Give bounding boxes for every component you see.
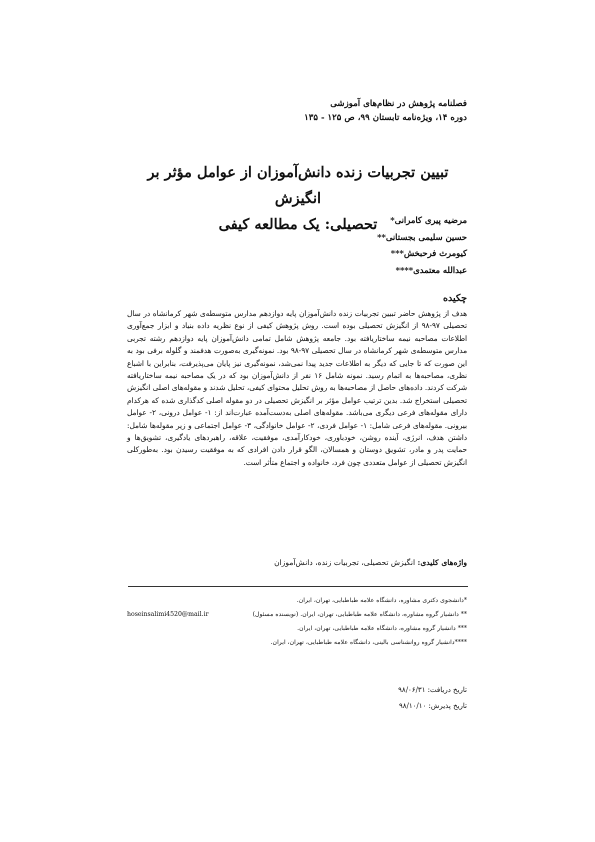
footnote-item <box>127 608 467 622</box>
author-list <box>127 212 467 278</box>
received-date: تاریخ دریافت: ۹۸/۰۶/۳۱ <box>398 686 467 694</box>
footnotes <box>127 594 467 650</box>
paper-title-line-1: تبیین تجربیات زنده دانش‌آموزان از عوامل مؤثر بر انگیزش <box>147 164 449 207</box>
footnote-text: *دانشجوی دکتری مشاوره، دانشگاه علامه طباطبایی، تهران، ایران. <box>296 597 467 604</box>
footnote-text: *** دانشیار گروه مشاوره، دانشگاه علامه طباطبایی، تهران، ایران. <box>297 625 467 632</box>
footnote-text: ****دانشیار گروه روانشناسی بالینی، دانشگاه علامه طباطبایی، تهران، ایران. <box>270 639 467 646</box>
accepted-date: تاریخ پذیرش: ۹۸/۱۰/۱۰ <box>399 702 467 710</box>
keywords <box>127 558 467 567</box>
footnote-item <box>127 594 467 608</box>
paper-title-line-2: تحصیلی: یک مطالعه کیفی <box>218 216 378 233</box>
footnote-item <box>127 636 467 650</box>
abstract-heading: چکیده <box>443 293 467 304</box>
journal-name: فصلنامه پژوهش در نظام‌های آموزشی <box>330 99 467 109</box>
footnote-text: ** دانشیار گروه مشاوره، دانشگاه علامه طباطبایی، تهران، ایران. (نویسنده مسئول) <box>252 611 467 618</box>
journal-header <box>127 97 467 125</box>
author-name: حسین سلیمی بجستانی** <box>377 231 467 242</box>
footnote-item <box>127 622 467 636</box>
author-name: کیومرث فرحبخش*** <box>390 248 467 259</box>
corresponding-email: hoseinsalimi4520@mail.ir <box>127 611 209 618</box>
abstract-body: هدف از پژوهش حاضر تبیین تجربیات زنده دانش‌آموزان پایه دوازدهم مدارس متوسطه‌ی شهر کرمانشاه در سال تحصیلی ۹۷-۹۸ از انگیزش تحصیلی بوده است. روش پژوهش کیفی از نوع نظریه داده بنیاد و ابزار جمع‌آوری اطلاعات مصاحبه نیمه ساختاریافته بود. جامعه پژوهش شامل تمامی دانش‌آموزان پایه دوازدهم رشته تجربی مدارس متوسطه‌ی شهر کرمانشاه در سال تحصیلی ۹۷-۹۸ بود. نمونه‌گیری به‌صورت هدفمند و گلوله برفی بود به این صورت که تا جایی که دیگر به اطلاعات جدید پیدا نمی‌شد، نمونه‌گیری نیز پایان می‌پذیرفت، بنابراین با اشباع نظری، مصاحبه‌ها به اتمام رسید. نمونه شامل ۱۶ نفر از دانش‌آموزان بود که در یک مصاحبه نیمه ساختاریافته شرکت کردند. داده‌های حاصل از مصاحبه‌ها به روش تحلیل محتوای کیفی، تحلیل شدند و مقوله‌های اصلی انگیزش تحصیلی استخراج شد. بدین ترتیب عوامل مؤثر بر انگیزش تحصیلی در دو مقوله اصلی کدگذاری شده که هرکدام دارای مقوله‌های فرعی دیگری می‌باشد. مقوله‌های اصلی به‌دست‌آمده عبارت‌اند از: ۱- عوامل درونی، ۲- عوامل بیرونی. مقوله‌های فرعی شامل: ۱- عوامل فردی، ۲- عوامل خانوادگی، ۳- عوامل اجتماعی و زیر مقوله‌ها شامل: داشتن هدف، انرژی، آینده روشن، خودباوری، خودکارآمدی، موفقیت، علاقه، راهبردهای یادگیری، تشویق‌ها و حمایت پدر و مادر، تشویق دوستان و همسالان، الگو قرار دادن افرادی که به موفقیت رسیدن بود. به‌طورکلی انگیزش تحصیلی از عوامل متعددی چون فرد، خانواده و اجتماع متأثر است. <box>127 309 468 467</box>
keywords-label: واژه‌های کلیدی: <box>417 558 467 567</box>
submission-dates <box>127 682 467 714</box>
keywords-text: انگیزش تحصیلی، تجربیات زنده، دانش‌آموزان <box>274 558 416 567</box>
footnote-divider <box>128 586 468 587</box>
journal-issue: دوره ۱۴، ویژه‌نامه تابستان ۹۹، ص ۱۲۵ - ۱۳۵ <box>304 113 467 123</box>
author-name: مرضیه پیری کامرانی* <box>390 215 467 225</box>
author-name: عبدالله معتمدی**** <box>395 264 467 275</box>
